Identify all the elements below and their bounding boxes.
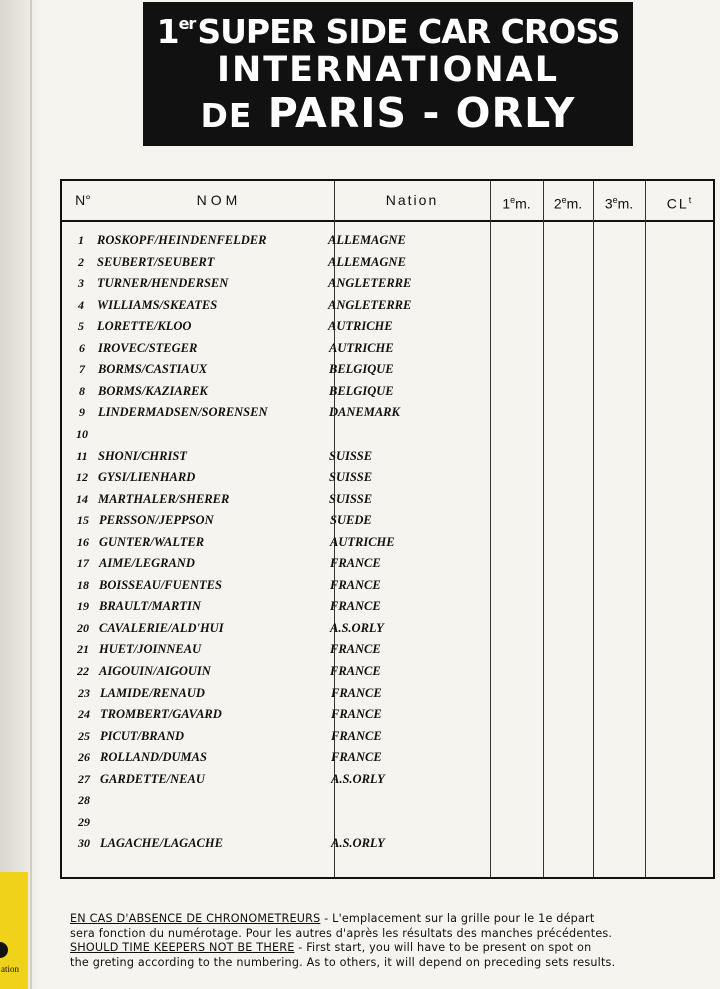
title-line-2: INTERNATIONAL — [216, 50, 560, 90]
header-classement-text: CL — [666, 195, 689, 212]
row-name: WILLIAMS/SKEATES — [97, 297, 218, 312]
column-divider-nation-m1 — [490, 181, 491, 877]
row-name: GARDETTE/NEAU — [100, 771, 205, 786]
row-number: 17 — [77, 556, 89, 571]
adjacent-page-dot — [0, 942, 8, 958]
row-nation: ANGLETERRE — [328, 297, 412, 312]
row-nation: AUTRICHE — [328, 319, 393, 334]
row-nation: FRANCE — [331, 707, 382, 722]
footer-en-text-2: the greting according to the numbering. As to others, it will depend on preceding sets results. — [70, 955, 616, 969]
row-nation: FRANCE — [330, 642, 381, 657]
header-manche-3-sup: e — [612, 195, 618, 205]
header-manche-3-suffix: m. — [617, 195, 634, 212]
row-number: 3 — [78, 276, 84, 291]
row-number: 2 — [78, 254, 84, 269]
row-nation: DANEMARK — [329, 405, 400, 420]
row-number: 29 — [78, 814, 90, 829]
row-name: MARTHALER/SHERER — [98, 491, 230, 506]
row-nation: AUTRICHE — [330, 534, 395, 549]
header-manche-1-suffix: m. — [515, 195, 531, 212]
row-number: 15 — [77, 513, 89, 528]
row-name: BRAULT/MARTIN — [99, 599, 201, 614]
header-manche-2-suffix: m. — [566, 195, 583, 212]
row-nation: FRANCE — [331, 728, 382, 743]
header-nom: NOM — [196, 192, 242, 208]
row-name: AIME/LEGRAND — [99, 556, 195, 571]
row-name: ROSKOPF/HEINDENFELDER — [97, 233, 267, 247]
row-number: 10 — [76, 426, 88, 441]
adjacent-page-text-fragment: ation — [1, 964, 19, 974]
footer-fr-heading: EN CAS D'ABSENCE DE CHRONOMETREURS — [70, 912, 321, 925]
row-name: PICUT/BRAND — [100, 728, 185, 743]
row-name: SEUBERT/SEUBERT — [97, 254, 215, 269]
row-name: ROLLAND/DUMAS — [100, 750, 207, 765]
row-nation: FRANCE — [331, 750, 382, 765]
row-name: LINDERMADSEN/SORENSEN — [98, 405, 268, 420]
row-number: 11 — [76, 448, 88, 463]
row-name: PERSSON/JEPPSON — [99, 513, 214, 528]
row-number: 22 — [77, 664, 89, 678]
row-number: 23 — [78, 685, 90, 700]
footer-en-text-1: - First start, you will have to be present on spot on — [294, 941, 592, 954]
row-nation: BELGIQUE — [329, 362, 394, 377]
title-banner — [143, 2, 633, 146]
row-nation: AUTRICHE — [329, 340, 394, 355]
row-number: 18 — [77, 577, 89, 592]
row-number: 25 — [78, 728, 90, 743]
row-nation: A.S.ORLY — [331, 771, 385, 786]
row-name: LAMIDE/RENAUD — [100, 685, 205, 700]
row-number: 21 — [77, 642, 89, 657]
row-name: BORMS/KAZIAREK — [98, 383, 208, 398]
row-number: 14 — [76, 491, 88, 506]
row-nation: FRANCE — [330, 556, 381, 571]
footer-fr-line-1 — [70, 912, 710, 927]
footer-notice — [70, 912, 710, 970]
title-line-1-text: SUPER SIDE CAR CROSS — [197, 12, 620, 51]
row-name: GUNTER/WALTER — [99, 534, 205, 549]
title-line-1 — [143, 12, 633, 51]
page-fold-line — [30, 0, 32, 989]
header-manche-2-num: 2 — [553, 195, 562, 212]
title-ordinal-suffix: er — [178, 14, 196, 33]
title-line-3-prefix: DE — [200, 96, 253, 135]
column-divider-m2-m3 — [593, 181, 594, 877]
row-number: 27 — [78, 771, 90, 786]
row-name: TROMBERT/GAVARD — [100, 707, 222, 722]
row-nation: BELGIQUE — [329, 383, 394, 398]
row-nation: A.S.ORLY — [331, 836, 385, 851]
header-manche-1-sup: e — [510, 195, 516, 205]
row-nation: ANGLETERRE — [328, 276, 412, 291]
row-number: 24 — [78, 707, 90, 722]
row-nation: A.S.ORLY — [330, 620, 384, 635]
title-line-3-main: PARIS - ORLY — [267, 89, 576, 137]
row-name: BORMS/CASTIAUX — [98, 362, 208, 377]
row-nation: ALLEMAGNE — [328, 233, 406, 247]
row-nation: FRANCE — [330, 577, 381, 592]
row-nation: SUEDE — [330, 513, 372, 528]
header-nation: Nation — [385, 192, 439, 208]
footer-fr-text-1: - L'emplacement sur la grille pour le 1e départ — [320, 912, 595, 925]
header-manche-3-num: 3 — [604, 195, 613, 212]
footer-en-line-1 — [70, 941, 710, 956]
row-name: LORETTE/KLOO — [97, 319, 192, 334]
row-number: 5 — [78, 319, 84, 334]
row-name: SHONI/CHRIST — [98, 448, 187, 463]
page-edge-shadow — [0, 0, 42, 989]
row-name: BOISSEAU/FUENTES — [99, 577, 222, 592]
column-divider-m3-clt — [645, 181, 646, 877]
row-number: 7 — [79, 362, 85, 377]
column-divider-m1-m2 — [543, 181, 544, 877]
header-classement — [645, 181, 713, 220]
row-name: LAGACHE/LAGACHE — [100, 836, 223, 851]
title-ordinal: 1 — [156, 12, 179, 51]
row-name: GYSI/LIENHARD — [98, 470, 196, 485]
row-number: 1 — [78, 233, 84, 247]
header-separator — [62, 220, 713, 222]
row-number: 19 — [77, 599, 89, 614]
adjacent-page-yellow-tab — [0, 872, 28, 989]
row-number: 12 — [76, 470, 88, 485]
row-number: 8 — [79, 383, 85, 398]
row-number: 4 — [78, 297, 84, 312]
header-manche-3 — [593, 181, 645, 220]
row-number: 20 — [77, 620, 89, 635]
row-number: 16 — [77, 534, 89, 549]
row-nation: ALLEMAGNE — [328, 254, 406, 269]
row-name: HUET/JOINNEAU — [99, 642, 202, 657]
header-classement-sup: t — [688, 195, 692, 205]
row-nation: SUISSE — [329, 470, 373, 485]
header-manche-1 — [490, 181, 543, 220]
title-line-3 — [143, 89, 633, 137]
row-number: 26 — [78, 750, 90, 765]
header-number: N° — [75, 192, 91, 208]
row-nation: SUISSE — [329, 491, 373, 506]
row-name: AIGOUIN/AIGOUIN — [99, 664, 211, 678]
row-number: 6 — [79, 340, 85, 355]
row-number: 30 — [78, 836, 90, 851]
row-nation: SUISSE — [329, 448, 373, 463]
header-manche-2 — [543, 181, 593, 220]
header-manche-2-sup: e — [561, 195, 567, 205]
row-name: CAVALERIE/ALD'HUI — [99, 620, 224, 635]
row-name: TURNER/HENDERSEN — [97, 276, 229, 291]
header-manche-1-num: 1 — [502, 195, 511, 212]
row-nation: FRANCE — [330, 599, 381, 614]
row-name: IROVEC/STEGER — [98, 340, 198, 355]
footer-en-heading: SHOULD TIME KEEPERS NOT BE THERE — [70, 941, 295, 954]
row-nation: FRANCE — [331, 685, 382, 700]
footer-fr-text-2: sera fonction du numérotage. Pour les autres d'après les résultats des manches précédentes. — [70, 926, 613, 940]
row-nation: FRANCE — [330, 664, 381, 678]
row-number: 28 — [78, 793, 90, 808]
row-number: 9 — [79, 405, 85, 420]
